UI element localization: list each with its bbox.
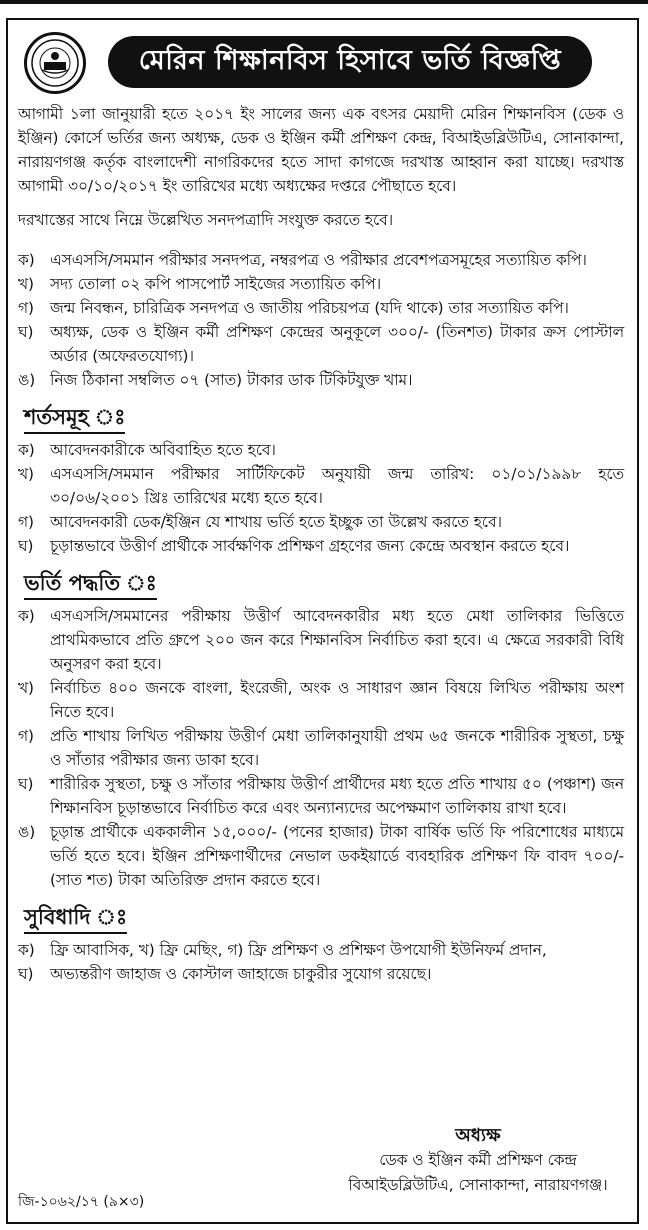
list-item bbox=[18, 248, 624, 272]
item-marker: ঙ) bbox=[18, 823, 36, 841]
list-item bbox=[18, 676, 624, 724]
list-item bbox=[18, 462, 624, 510]
item-text: এসএসসি/সমমান পরীক্ষার সার্টিফিকেট অনুযায়ী জন্ম তারিখ: ০১/০১/১৯৯৮ হতে ৩০/০৬/২০০১ খ্রিঃ তারিখের মধ্যে হতে হবে। bbox=[50, 465, 624, 507]
conditions-list bbox=[18, 438, 624, 558]
list-item bbox=[18, 368, 624, 392]
list-item bbox=[18, 534, 624, 558]
documents-intro: দরখাস্তের সাথে নিম্নে উল্লেখিত সনদপত্রাদি সংযুক্ত করতে হবে। bbox=[18, 211, 394, 229]
item-text: সদ্য তোলা ০২ কপি পাসপোর্ট সাইজের সত্যায়িত কপি। bbox=[50, 275, 382, 293]
admission-list bbox=[18, 604, 624, 892]
item-marker: ক) bbox=[18, 607, 35, 625]
item-text: এসএসসি/সমমান পরীক্ষার সনদপত্র, নম্বরপত্র ও পরীক্ষার প্রবেশপত্রসমূহের সত্যায়িত কপি। bbox=[50, 251, 587, 269]
admission-heading: ভর্তি পদ্ধতি ঃ bbox=[24, 568, 157, 600]
item-text: চূড়ান্ত প্রার্থীকে এককালীন ১৫,০০০/- (পনের হাজার) টাকা বার্ষিক ভর্তি ফি পরিশোধের মাধ্যমে ভর্তি হতে হবে। ইঞ্জিন প্রশিক্ষণার্থীদের নেভাল ডকইয়ার্ডে ব্যবহারিক প্রশিক্ষণ ফি বাবদ ৭০০/- (সাত শত) টাকা অতিরিক্ত প্রদান করতে হবে। bbox=[50, 823, 624, 889]
list-item bbox=[18, 962, 624, 986]
list-item bbox=[18, 820, 624, 892]
list-item bbox=[18, 438, 624, 462]
item-text: নিজ ঠিকানা সম্বলিত ০৭ (সাত) টাকার ডাক টিকিটযুক্ত খাম। bbox=[50, 371, 413, 389]
item-text: অভ্যন্তরীণ জাহাজ ও কোস্টাল জাহাজে চাকুরীর সুযোগ রয়েছে। bbox=[50, 965, 432, 983]
reference-number: জি-১০৬২/১৭ (৯×৩) bbox=[18, 1194, 145, 1210]
list-item bbox=[18, 320, 624, 368]
conditions-heading: শর্তসমূহ ঃ bbox=[24, 402, 125, 434]
top-rule bbox=[0, 0, 648, 4]
benefits-list bbox=[18, 938, 624, 986]
item-text: নির্বাচিত ৪০০ জনকে বাংলা, ইংরেজী, অংক ও সাধারণ জ্ঞান বিষয়ে লিখিত পরীক্ষায় অংশ নিতে হবে। bbox=[50, 679, 624, 721]
item-marker: গ) bbox=[18, 727, 34, 745]
signatory-address: বিআইডব্লিউটিএ, সোনাকান্দা, নারায়ণগঞ্জ। bbox=[348, 1176, 608, 1194]
item-marker: ঘ) bbox=[18, 537, 34, 555]
list-item bbox=[18, 604, 624, 676]
list-item bbox=[18, 772, 624, 820]
item-marker: ক) bbox=[18, 941, 35, 959]
item-text: আবেদনকারী ডেক/ইঞ্জিন যে শাখায় ভর্তি হতে ইচ্ছুক তা উল্লেখ করতে হবে। bbox=[50, 513, 502, 531]
list-item bbox=[18, 724, 624, 772]
item-marker: খ) bbox=[18, 679, 35, 697]
item-marker: ক) bbox=[18, 441, 35, 459]
intro-paragraph: আগামী ১লা জানুয়ারী হতে ২০১৭ ইং সালের জন্য এক বৎসর মেয়াদী মেরিন শিক্ষানবিস (ডেক ও ইঞ্জিন) কোর্সে ভর্তির জন্য অধ্যক্ষ, ডেক ও ইঞ্জিন কর্মী প্রশিক্ষণ কেন্দ্র, বিআইডব্লিউটিএ, সোনাকান্দা, নারায়ণগঞ্জ কর্তৃক বাংলাদেশী নাগরিকদের হতে সাদা কাগজে দরখাস্ত আহ্বান করা যাচ্ছে। দরখাস্ত আগামী ৩০/১০/২০১৭ ইং তারিখের মধ্যে অধ্যক্ষের দপ্তরে পৌছাতে হবে। bbox=[18, 105, 624, 195]
item-marker: খ) bbox=[18, 465, 35, 483]
signatory-office: ডেক ও ইঞ্জিন কর্মী প্রশিক্ষণ কেন্দ্র bbox=[379, 1151, 577, 1169]
item-marker: ঙ) bbox=[18, 371, 36, 389]
list-item bbox=[18, 510, 624, 534]
item-marker: ঘ) bbox=[18, 323, 34, 341]
documents-list bbox=[18, 248, 624, 392]
signatory-role: অধ্যক্ষ bbox=[455, 1125, 501, 1146]
item-text: প্রতি শাখায় লিখিত পরীক্ষায় উত্তীর্ণ মেধা তালিকানুযায়ী প্রথম ৬৫ জনকে শারীরিক সুস্থতা, চক্ষু ও সাঁতার পরীক্ষার জন্য ডাকা হবে। bbox=[50, 727, 624, 769]
item-marker: খ) bbox=[18, 275, 35, 293]
item-marker: ক) bbox=[18, 251, 35, 269]
item-text: আবেদনকারীকে অবিবাহিত হতে হবে। bbox=[50, 441, 276, 459]
item-text: অধ্যক্ষ, ডেক ও ইঞ্জিন কর্মী প্রশিক্ষণ কেন্দ্রের অনুকূলে ৩০০/- (তিনশত) টাকার ক্রস পোস্টাল অর্ডার (অফেরতযোগ্য)। bbox=[50, 323, 624, 365]
item-marker: ঘ) bbox=[18, 965, 34, 983]
notice-body bbox=[18, 102, 624, 986]
item-text: জন্ম নিবন্ধন, চারিত্রিক সনদপত্র ও জাতীয় পরিচয়পত্র (যদি থাকে) তার সত্যায়িত কপি। bbox=[50, 299, 569, 317]
item-marker: ঘ) bbox=[18, 775, 34, 793]
list-item bbox=[18, 296, 624, 320]
item-text: এসএসসি/সমমানের পরীক্ষায় উত্তীর্ণ আবেদনকারীর মধ্য হতে মেধা তালিকার ভিত্তিতে প্রাথমিকভাবে প্রতি গ্রুপে ২০০ জন করে শিক্ষানবিস নির্বাচিত করা হবে। এ ক্ষেত্রে সরকারী বিধি অনুসরণ করা হবে। bbox=[50, 607, 624, 673]
item-text: শারীরিক সুস্থতা, চক্ষু ও সাঁতার পরীক্ষায় উত্তীর্ণ প্রার্থীদের মধ্য হতে প্রতি শাখায় ৫০ (পঞ্চাশ) জন শিক্ষানবিস চূড়ান্তভাবে নির্বাচিত করে এবং অন্যান্যদের অপেক্ষমাণ তালিকায় রাখা হবে। bbox=[50, 775, 624, 817]
benefits-heading: সুবিধাদি ঃ bbox=[24, 902, 127, 934]
signature-block bbox=[328, 1123, 628, 1198]
list-item bbox=[18, 272, 624, 296]
item-text: চূড়ান্তভাবে উত্তীর্ণ প্রার্থীকে সার্বক্ষণিক প্রশিক্ষণ গ্রহণের জন্য কেন্দ্রে অবস্থান করতে হবে। bbox=[50, 537, 570, 555]
item-marker: গ) bbox=[18, 299, 34, 317]
list-item bbox=[18, 938, 624, 962]
item-marker: গ) bbox=[18, 513, 34, 531]
emblem-logo-icon-svg bbox=[30, 38, 80, 88]
notice-title: মেরিন শিক্ষানবিস হিসাবে ভর্তি বিজ্ঞপ্তি bbox=[108, 36, 592, 88]
item-text: ফ্রি আবাসিক, খ) ফ্রি মেছিং, গ) ফ্রি প্রশিক্ষণ ও প্রশিক্ষণ উপযোগী ইউনিফর্ম প্রদান, bbox=[50, 941, 547, 959]
emblem-logo-icon bbox=[24, 32, 86, 94]
